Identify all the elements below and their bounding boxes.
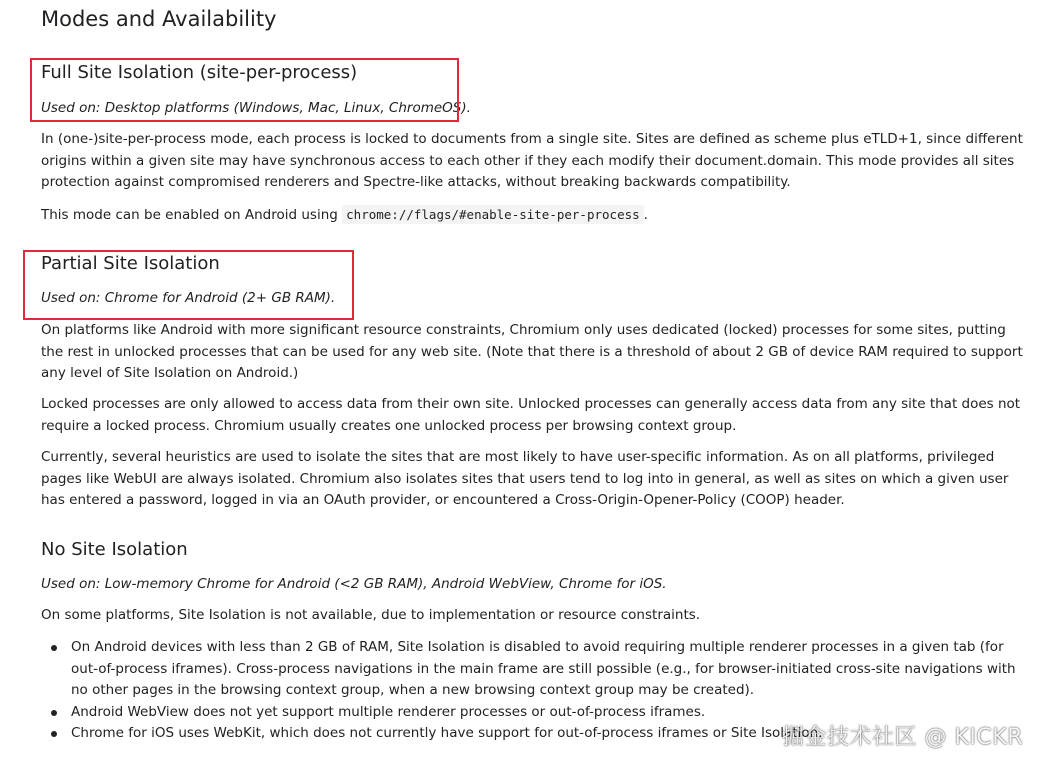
section-title-no-site-isolation: No Site Isolation — [41, 539, 188, 560]
highlight-box-partial-site-isolation — [23, 250, 354, 320]
paragraph-full-2-prefix: This mode can be enabled on Android using — [41, 207, 343, 223]
list-item-text: Android WebView does not yet support multiple renderer processes or out-of-process iframes. — [71, 704, 706, 720]
used-on-none: Used on: Low-memory Chrome for Android (<2 GB RAM), Android WebView, Chrome for iOS. — [41, 576, 667, 592]
paragraph-partial-3: Currently, several heuristics are used to isolate the sites that are most likely to have user-specific information. As on all platforms, privileged pages like WebUI are always isolated. Chromium also isolates sites that users tend to log into in general, as well as sites on which a given user has entered a password, logged in via an OAuth provider, or encountered a Cross-Origin-Opener-Policy (COOP) header. — [41, 449, 1009, 509]
bullet-icon — [51, 731, 57, 737]
bullet-icon — [51, 645, 57, 651]
paragraph-full-1: In (one-)site-per-process mode, each process is locked to documents from a single site. Sites are defined as scheme plus eTLD+1, since different origins within a given site may have synchronous access to each other if they each modify their document.domain. This mode provides all sites protection against compromised renderers and Spectre-like attacks, without breaking backwards compatibility. — [41, 131, 1023, 191]
page-title: Modes and Availability — [41, 7, 277, 31]
highlight-box-full-site-isolation — [30, 58, 459, 122]
paragraph-full-2-suffix: . — [643, 207, 648, 223]
bullet-icon — [51, 710, 57, 716]
used-on-partial: Used on: Chrome for Android (2+ GB RAM). — [41, 290, 336, 306]
paragraph-partial-2: Locked processes are only allowed to access data from their own site. Unlocked processes can generally access data from any site that does not require a locked process. Chromium usually creates one unlocked process per browsing context group. — [41, 396, 1021, 434]
used-on-full: Used on: Desktop platforms (Windows, Mac, Linux, ChromeOS). — [41, 100, 471, 116]
flag-url-code: chrome://flags/#enable-site-per-process — [342, 205, 644, 224]
watermark: 掘金技术社区 @ KICKR — [782, 725, 1023, 750]
list-item — [71, 637, 1026, 702]
list-item-text: On Android devices with less than 2 GB of RAM, Site Isolation is disabled to avoid requiring multiple renderer processes in a given tab (for out-of-process iframes). Cross-process navigations in the main frame are still possible (e.g., for browser-initiated cross-site navigations with no other pages in the browsing context group, when a new browsing context group may be created). — [71, 639, 1016, 699]
paragraph-none-1: On some platforms, Site Isolation is not available, due to implementation or resource constraints. — [41, 607, 701, 623]
paragraph-full-2 — [41, 204, 1026, 227]
section-title-full-site-isolation: Full Site Isolation (site-per-process) — [41, 62, 358, 83]
list-item-text: Chrome for iOS uses WebKit, which does not currently have support for out-of-process iframes or Site Isolation. — [71, 725, 823, 741]
paragraph-partial-1: On platforms like Android with more significant resource constraints, Chromium only uses dedicated (locked) processes for some sites, putting the rest in unlocked processes that can be used for any web site. (Note that there is a threshold of about 2 GB of device RAM required to support any level of Site Isolation on Android.) — [41, 322, 1023, 382]
section-title-partial-site-isolation: Partial Site Isolation — [41, 253, 220, 274]
